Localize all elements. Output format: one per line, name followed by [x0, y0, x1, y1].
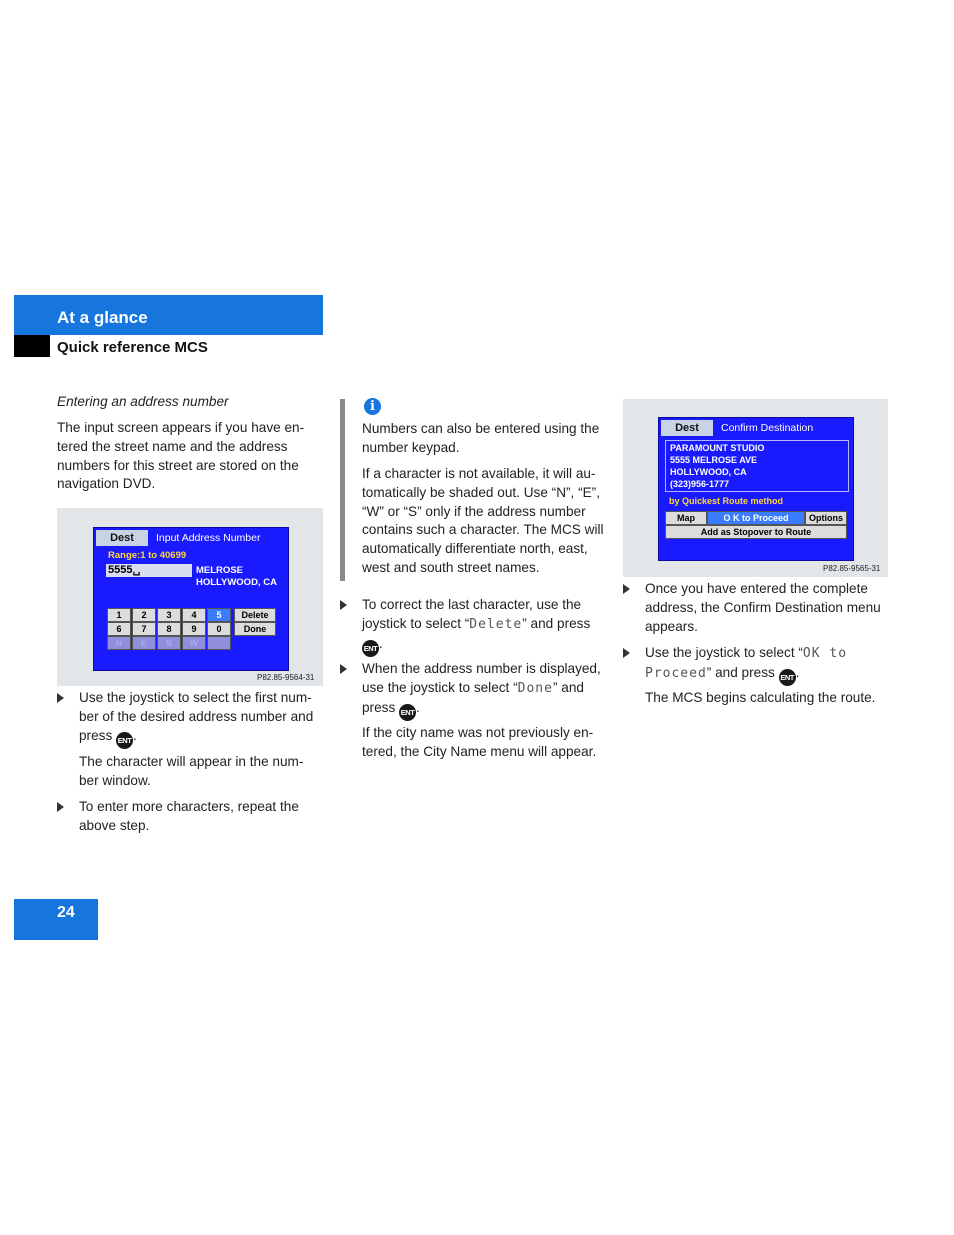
btn-ok-to-proceed: O K to Proceed: [707, 511, 805, 525]
key-3: 3: [157, 608, 181, 622]
bullet-arrow-icon: [57, 693, 64, 703]
btn-map: Map: [665, 511, 707, 525]
key-delete: Delete: [234, 608, 276, 622]
city-name-note: If the city name was not previously en- tered, the City Name menu will appear.: [362, 725, 597, 759]
bullet-arrow-icon: [340, 664, 347, 674]
step-confirm-menu: Once you have entered the complete address, the Confirm Destination menu appears.: [623, 580, 913, 636]
screenshot-input-address-number: [57, 508, 323, 686]
key-0: 0: [207, 622, 231, 636]
key-n-disabled: N: [107, 636, 131, 650]
key-7: 7: [132, 622, 156, 636]
street-name: MELROSE: [196, 565, 243, 576]
bullet-arrow-icon: [57, 802, 64, 812]
key-4: 4: [182, 608, 206, 622]
note-shaded-characters: If a character is not available, it will au- tomatically be shaded out. Use “N”, “E”, “W” or “S” only if the address number contains such a character. The MCS will automatically differentiate north, east, west and south street names.: [362, 466, 604, 575]
subsection-marker: [14, 335, 50, 357]
btn-options: Options: [805, 511, 847, 525]
bullet-arrow-icon: [623, 648, 630, 658]
ent-button-icon: ENT: [399, 704, 416, 721]
step-result-text: The character will appear in the num- ber window.: [79, 754, 304, 788]
bullet-arrow-icon: [340, 600, 347, 610]
key-1: 1: [107, 608, 131, 622]
step-select-done: When the address number is displayed, use the joystick to select “Done” and press ENT .: [340, 660, 620, 721]
key-blank-disabled: [207, 636, 231, 650]
page-number-box: [14, 899, 98, 940]
info-icon: i: [364, 398, 381, 415]
section-title: At a glance: [57, 308, 148, 327]
page-number: 24: [57, 904, 75, 921]
range-label: Range:1 to 40699: [108, 550, 187, 561]
btn-add-stopover: Add as Stopover to Route: [665, 525, 847, 539]
city-name: HOLLYWOOD, CA: [196, 577, 277, 588]
note-keypad: Numbers can also be entered using the number keypad.: [362, 421, 600, 455]
figure-code: P82.85-9565-31: [823, 564, 881, 573]
key-9: 9: [182, 622, 206, 636]
destination-details-box: PARAMOUNT STUDIO 5555 MELROSE AVE HOLLYWOOD, CA (323)956-1777: [665, 440, 849, 492]
route-calculation-note: The MCS begins calculating the route.: [645, 690, 876, 705]
key-6: 6: [107, 622, 131, 636]
key-done: Done: [234, 622, 276, 636]
mcs-screen: [658, 417, 854, 561]
procedure-heading: Entering an address number: [57, 394, 229, 409]
figure-code: P82.85-9564-31: [257, 673, 315, 682]
screen-title: Input Address Number: [156, 532, 261, 544]
tab-dest: Dest: [96, 530, 148, 546]
key-s-disabled: S: [157, 636, 181, 650]
key-2: 2: [132, 608, 156, 622]
step-ok-to-proceed: Use the joystick to select “OK to Proceed” and press ENT .: [623, 644, 913, 686]
screenshot-confirm-destination: [623, 399, 888, 577]
tab-dest: Dest: [661, 420, 713, 436]
mcs-screen: [93, 527, 289, 671]
key-w-disabled: W: [182, 636, 206, 650]
screen-title: Confirm Destination: [721, 422, 814, 434]
key-8: 8: [157, 622, 181, 636]
subsection-title: Quick reference MCS: [57, 339, 208, 356]
key-e-disabled: E: [132, 636, 156, 650]
ent-button-icon: ENT: [779, 669, 796, 686]
note-sidebar: [340, 399, 345, 581]
number-input-field: 5555␣: [106, 564, 192, 577]
step-repeat: To enter more characters, repeat the above step.: [57, 798, 327, 836]
key-5-selected: 5: [207, 608, 231, 622]
ent-button-icon: ENT: [362, 640, 379, 657]
step-select-first-number: Use the joystick to select the first num- ber of the desired address number and press ENT .: [57, 689, 327, 749]
route-method: by Quickest Route method: [669, 496, 784, 506]
ent-button-icon: ENT: [116, 732, 133, 749]
step-correct-character: To correct the last character, use the joystick to select “Delete” and press ENT .: [340, 596, 620, 657]
intro-paragraph: The input screen appears if you have en- tered the street name and the address numbers for this street are stored on the navigation DVD.: [57, 420, 305, 492]
bullet-arrow-icon: [623, 584, 630, 594]
